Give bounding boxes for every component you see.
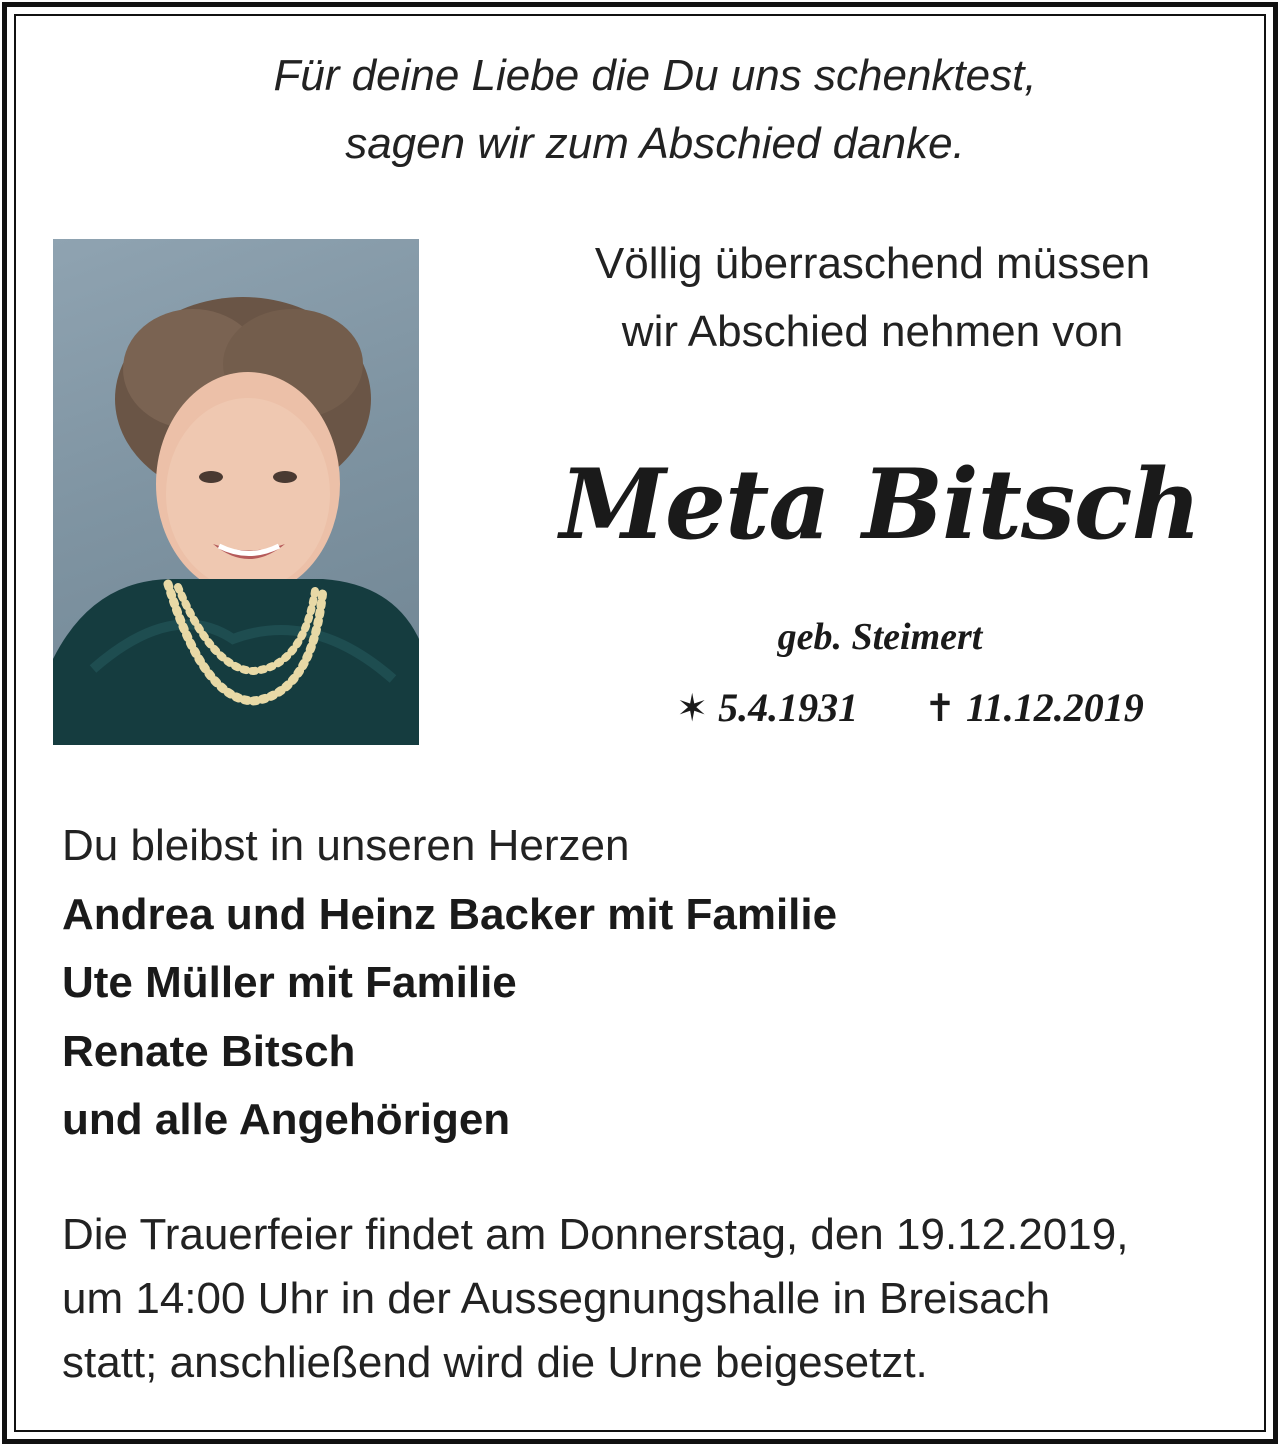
service-line-1: Die Trauerfeier findet am Donnerstag, den 19.12.2019, [62,1210,1129,1259]
service-line-2: um 14:00 Uhr in der Aussegnungshalle in Breisach [62,1274,1051,1323]
life-dates [520,680,1280,736]
intro-line-2: wir Abschied nehmen von [621,307,1124,356]
service-line-3: statt; anschließend wird die Urne beigesetzt. [62,1338,928,1387]
announcement-intro [520,230,1225,366]
deceased-name: Meta Bitsch [559,448,1201,561]
birth-date: 5.4.1931 [718,685,859,730]
death-date: 11.12.2019 [965,685,1144,730]
birth-star-icon: ✶ [676,686,709,730]
quote-line-2: sagen wir zum Abschied danke. [345,119,965,168]
mourner-name: Ute Müller mit Familie [62,958,517,1007]
death-cross-icon: ✝ [924,686,956,730]
portrait-photo [53,239,419,745]
birth-name: geb. Steimert [777,616,983,658]
mourner-name: Andrea und Heinz Backer mit Familie [62,889,838,939]
intro-line-1: Völlig überraschend müssen [594,239,1151,288]
quote-line-1: Für deine Liebe die Du uns schenktest, [273,51,1037,100]
service-details [62,1203,1242,1395]
mourner-name: und alle Angehörigen [62,1095,511,1144]
mourners-lead: Du bleibst in unseren Herzen [62,821,630,870]
mourners-list [62,812,1222,1155]
mourner-name: Renate Bitsch [62,1026,356,1076]
farewell-quote [0,42,1280,178]
